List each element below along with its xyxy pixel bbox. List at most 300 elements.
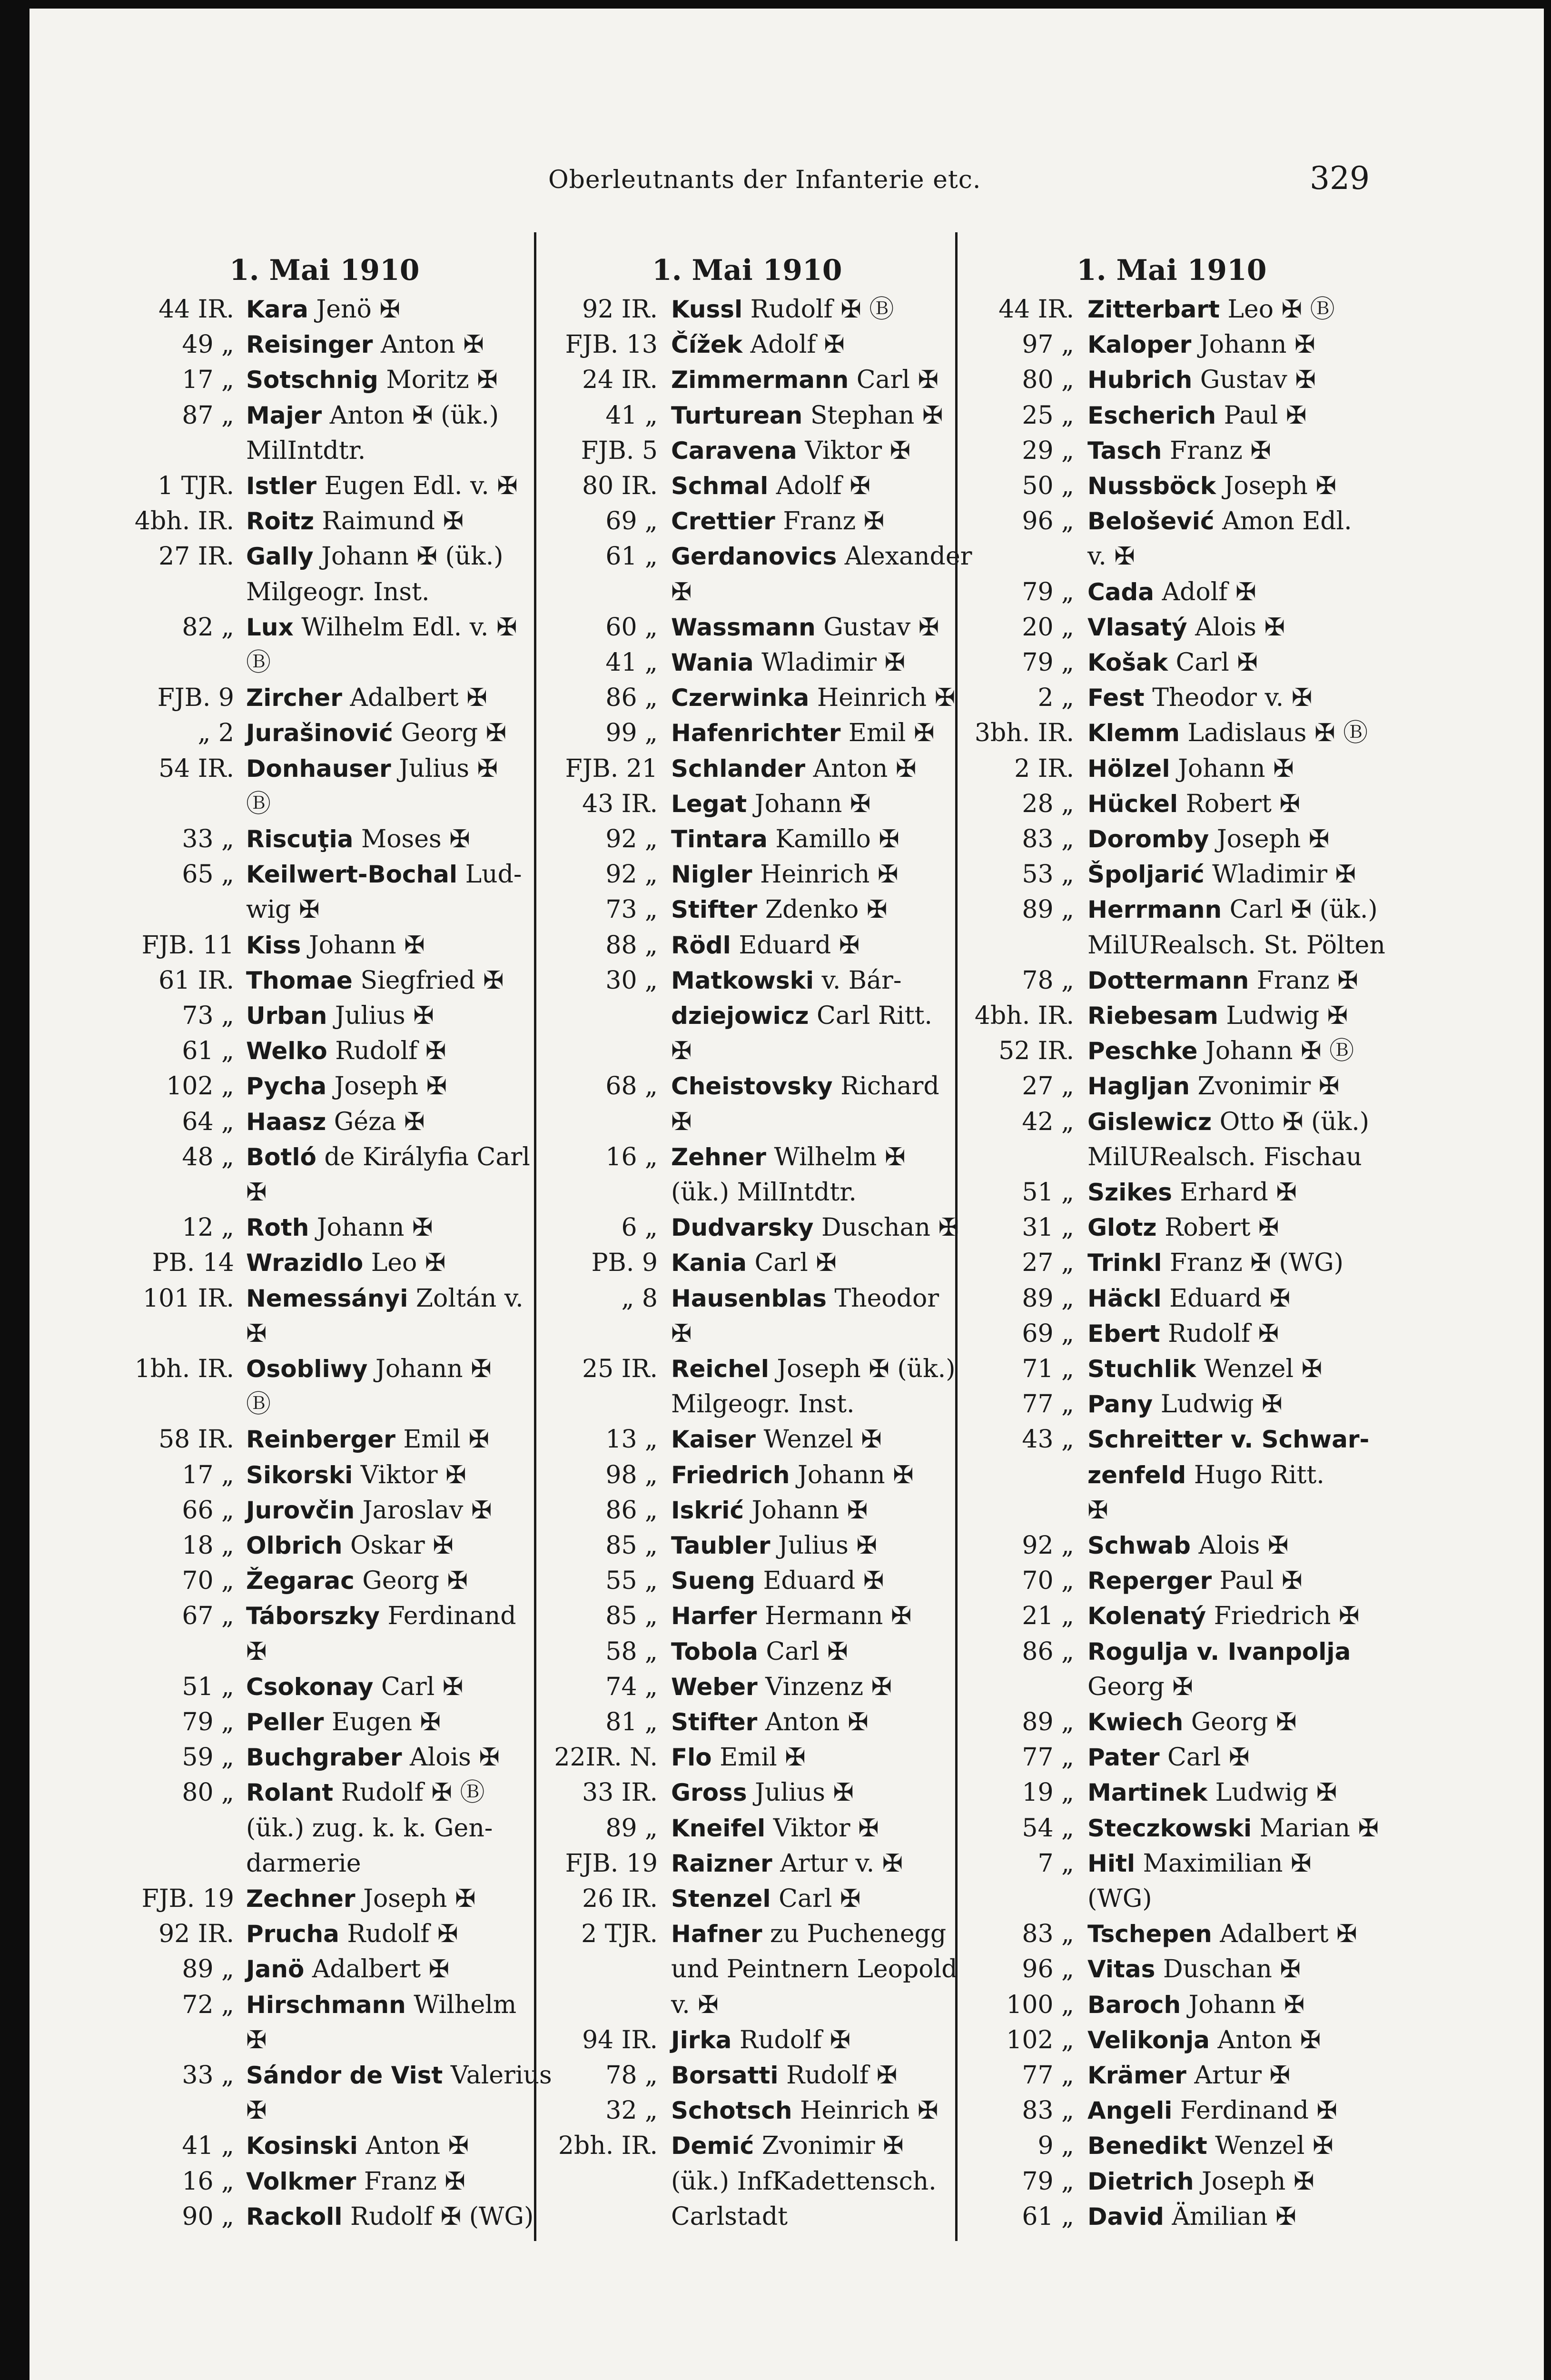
name-remainder: Duschan ✠ [1163,1955,1301,1984]
name-remainder: Hermann ✠ [765,1602,912,1631]
list-entry [960,1175,1297,1210]
list-entry [543,963,902,998]
list-entry [960,2023,1321,2058]
name-remainder: Ludwig ✠ [1226,1002,1348,1030]
name-remainder: Anton ✠ [366,2132,469,2161]
name-remainder: Rudolf ✠ [335,1037,446,1066]
surname: Ebert [1087,1319,1160,1348]
officer-name [246,362,498,397]
surname: Kaiser [671,1426,756,1454]
name-remainder: Franz ✠ (WG) [1169,1249,1344,1278]
name-remainder: Siegfried ✠ [360,966,504,995]
name-remainder: Franz ✠ [1169,436,1271,465]
surname: Reinberger [246,1426,395,1454]
surname: Fest [1087,684,1145,712]
name-remainder: Artur v. ✠ [780,1849,903,1878]
name-remainder: Carl ✠ (ük.) [1229,895,1378,924]
officer-name [1087,645,1258,680]
officer-name [671,2164,937,2199]
officer-name [246,1811,493,1846]
officer-name [1087,1846,1312,1881]
officer-name [1087,822,1329,857]
list-entry [960,1598,1360,1634]
surname: Häckl [1087,1284,1162,1312]
surname: Rolant [246,1779,334,1807]
officer-name [1087,786,1300,822]
list-entry [960,1916,1357,1952]
unit-label: 43 „ [1022,1425,1074,1454]
officer-name [1087,1740,1249,1775]
name-remainder: Lud- [465,860,522,889]
surname: Schlander [671,754,806,783]
unit-label: 86 „ [605,684,658,713]
name-remainder: Marian ✠ [1259,1814,1379,1843]
list-entry [960,1952,1301,1987]
name-remainder: Zoltán v. [415,1284,524,1313]
surname: Vitas [1087,1955,1156,1983]
surname: Matkowski [671,966,814,994]
surname: Roth [246,1214,309,1242]
list-entry [960,1563,1303,1598]
name-remainder: wig ✠ [246,895,320,924]
officer-name [246,1316,267,1351]
name-remainder: de Királyfia Carl [324,1142,530,1171]
name-remainder: Viktor ✠ [360,1460,466,1489]
name-remainder: MilIntdtr. [246,436,366,465]
officer-name [1087,1069,1339,1104]
list-entry [960,1387,1283,1422]
unit-label: 72 „ [182,1990,234,2019]
officer-name [671,1881,861,1916]
name-remainder: ✠ [246,2096,267,2125]
surname: Kneifel [671,1814,766,1842]
list-entry [129,1846,361,1881]
list-entry [543,504,885,539]
officer-name [246,1598,516,1634]
surname: Pany [1087,1390,1153,1418]
name-remainder: Adolf ✠ [750,330,845,359]
list-entry [129,2093,267,2128]
surname: Sotschnig [246,366,378,394]
officer-name [671,1140,906,1175]
officer-name [671,680,955,715]
surname: Wrazidlo [246,1249,364,1277]
surname: Nigler [671,861,752,889]
name-remainder: ✠ [671,1037,692,1066]
officer-name [246,928,425,963]
unit-label: 19 „ [1022,1778,1074,1807]
unit-label: 70 „ [1022,1567,1074,1596]
name-remainder: Leo ✠ Ⓑ [1227,295,1335,324]
list-entry [960,645,1258,680]
officer-name [1087,2058,1290,2093]
list-entry [543,1351,956,1387]
surname: Cada [1087,578,1154,606]
name-remainder: Julius ✠ [778,1531,877,1560]
surname: Dudvarsky [671,1214,814,1242]
officer-name [1087,539,1135,574]
list-entry [129,575,430,610]
surname: Jurašinović [246,719,393,747]
list-entry [129,1598,516,1634]
surname: Hubrich [1087,366,1193,394]
list-entry [129,751,498,786]
list-entry [129,2164,465,2199]
officer-name [246,1033,446,1069]
name-remainder: Joseph ✠ [1224,472,1337,500]
list-entry [129,1669,464,1705]
page-title: Oberleutnants der Infanterie etc. [548,166,981,194]
list-entry [129,998,434,1033]
surname: Taubler [671,1532,771,1559]
list-entry [960,1351,1323,1387]
unit-label: PB. 9 [591,1249,658,1278]
name-remainder: Carl ✠ [856,366,939,395]
name-remainder: und Peintnern Leopold [671,1955,958,1984]
name-remainder: Rudolf ✠ (WG) [350,2202,534,2231]
officer-name [1087,715,1368,751]
name-remainder: Carl ✠ [766,1637,848,1666]
surname: Flo [671,1744,712,1772]
surname: Belošević [1087,507,1215,536]
name-remainder: Joseph ✠ [1216,825,1330,853]
name-remainder: Erhard ✠ [1180,1178,1297,1207]
surname: Vlasatý [1087,613,1187,641]
name-remainder: Zvonimir ✠ [761,2132,904,2161]
name-remainder: Wladimir ✠ [761,648,906,677]
list-entry [129,1563,468,1598]
surname: Demić [671,2132,754,2160]
officer-name [246,1846,361,1881]
name-remainder: Julius ✠ [399,754,498,783]
list-entry [960,292,1335,327]
surname: Volkmer [246,2167,356,2195]
surname: Lux [246,613,294,641]
name-remainder: Adolf ✠ [776,472,870,500]
list-entry [543,1811,879,1846]
officer-name [671,1210,959,1245]
officer-name [1087,1916,1357,1952]
name-remainder: Rudolf ✠ [739,2025,851,2054]
surname: Welko [246,1037,327,1065]
officer-name [1087,2093,1337,2128]
list-entry [129,1104,425,1140]
list-entry [543,1104,692,1140]
officer-name [671,1705,869,1740]
unit-label: 87 „ [182,401,234,430]
officer-name [1087,1316,1279,1351]
name-remainder: Gustav ✠ [1200,366,1316,395]
name-remainder: Raimund ✠ [322,507,464,536]
surname: Friedrich [671,1461,790,1489]
surname: Dottermann [1087,966,1249,994]
name-remainder: Viktor ✠ [805,436,911,465]
officer-name [671,539,972,574]
unit-label: 101 IR. [142,1284,234,1313]
surname: Tasch [1087,436,1162,465]
list-entry [129,1705,441,1740]
surname: Zimmermann [671,366,849,394]
list-entry [960,857,1356,892]
list-entry [129,1811,493,1846]
surname: Zechner [246,1885,356,1913]
list-entry [960,822,1330,857]
name-remainder: Ämilian ✠ [1172,2202,1296,2231]
name-remainder: Rudolf ✠ [347,1920,458,1949]
name-remainder: Leo ✠ [371,1249,446,1278]
surname: Nemessányi [246,1284,408,1312]
surname: Pater [1087,1744,1160,1772]
list-entry [129,1634,267,1669]
surname: Caravena [671,436,797,465]
list-entry [960,1740,1250,1775]
unit-label: 79 „ [1022,577,1074,606]
list-entry [960,1140,1362,1175]
officer-name [1087,2164,1314,2199]
unit-label: 48 „ [182,1142,234,1171]
officer-name [246,1140,530,1175]
officer-name [1087,468,1336,504]
list-entry [543,327,845,362]
list-entry [960,963,1358,998]
surname: Hückel [1087,790,1178,818]
officer-name [1087,963,1358,998]
officer-name [1087,1634,1351,1669]
surname: Kosinski [246,2132,358,2160]
name-remainder: (ük.) zug. k. k. Gen- [246,1814,493,1843]
list-entry [543,292,894,327]
list-entry [129,2199,534,2234]
name-remainder: MilURealsch. Fischau [1087,1142,1362,1171]
name-remainder: darmerie [246,1849,361,1878]
name-remainder: Alois ✠ [1198,1531,1289,1560]
surname: Doromby [1087,825,1209,853]
list-entry [129,1175,267,1210]
officer-name [671,1422,882,1457]
list-entry [129,327,484,362]
officer-name [246,1705,441,1740]
officer-name [246,1634,267,1669]
unit-label: 61 IR. [158,966,234,995]
officer-name [246,998,434,1033]
unit-label: 81 „ [605,1708,658,1736]
officer-name [246,1175,267,1210]
unit-label: 16 „ [605,1142,658,1171]
name-remainder: Zdenko ✠ [765,895,888,924]
unit-label: 33 „ [182,2061,234,2090]
list-entry [543,892,888,927]
surname: Velikonja [1087,2026,1210,2054]
surname: Benedikt [1087,2132,1207,2160]
name-remainder: Ferdinand [387,1602,516,1631]
officer-name [246,1528,454,1563]
list-entry [129,1422,490,1457]
surname: dziejowicz [671,1002,809,1030]
list-entry [129,610,517,645]
unit-label: „ 8 [621,1284,658,1313]
officer-name [671,1069,939,1104]
name-remainder: Ⓑ [246,1390,271,1419]
officer-name [671,292,894,327]
name-remainder: Paul ✠ [1219,1567,1303,1596]
surname: Hagljan [1087,1072,1190,1101]
unit-label: 51 „ [1022,1178,1074,1207]
list-entry [129,1069,447,1104]
name-remainder: (WG) [1087,1884,1152,1913]
officer-name [246,575,430,610]
surname: Schotsch [671,2097,792,2125]
name-remainder: ✠ [671,1107,692,1136]
name-remainder: Jenö ✠ [316,295,400,324]
officer-name [1087,1669,1193,1705]
name-remainder: Georg ✠ [362,1567,468,1596]
officer-name [246,468,518,504]
unit-label: 54 „ [1022,1814,1074,1843]
name-remainder: Franz ✠ [783,507,885,536]
name-remainder: Eugen Edl. v. ✠ [324,472,518,500]
name-remainder: (ük.) MilIntdtr. [671,1178,857,1207]
name-remainder: Ladislaus ✠ Ⓑ [1187,719,1368,748]
unit-label: 32 „ [605,2096,658,2125]
list-entry [129,2128,469,2163]
unit-label: 88 „ [605,931,658,960]
unit-label: 97 „ [1022,330,1074,359]
surname: Jirka [671,2026,732,2054]
officer-name [246,2093,267,2128]
officer-name [1087,1033,1354,1069]
list-entry [960,2058,1291,2093]
list-entry [543,1775,854,1810]
list-entry [543,1634,848,1669]
list-entry [543,468,870,504]
surname: Escherich [1087,401,1216,429]
page-number: 329 [1310,160,1370,197]
officer-name [1087,751,1294,786]
list-entry [543,1316,692,1351]
officer-name [671,1175,857,1210]
name-remainder: Wenzel ✠ [1215,2132,1334,2161]
officer-name [671,2199,788,2234]
name-remainder: Rudolf ✠ [1167,1319,1279,1348]
officer-name [671,645,905,680]
unit-label: 17 „ [182,366,234,395]
list-entry [543,1387,855,1422]
list-entry [543,1281,939,1316]
officer-name [1087,398,1307,433]
unit-label: 74 „ [605,1672,658,1701]
list-entry [543,1528,877,1563]
name-remainder: Robert ✠ [1185,789,1300,818]
surname: Urban [246,1002,327,1030]
name-remainder: Theodor v. ✠ [1152,684,1313,713]
officer-name [246,1775,485,1810]
unit-label: FJB. 21 [565,754,658,783]
unit-label: 9 „ [1037,2132,1074,2161]
name-remainder: v. Bár- [821,966,902,995]
surname: Csokonay [246,1673,374,1701]
list-entry [960,1987,1305,2023]
surname: Sándor de Vist [246,2062,443,2089]
name-remainder: Joseph ✠ [1202,2167,1314,2196]
unit-label: 6 „ [621,1213,658,1242]
officer-name [671,998,932,1033]
unit-label: 60 „ [605,613,658,642]
unit-label: PB. 14 [152,1249,234,1278]
surname: Jurovčin [246,1496,355,1524]
surname: Peschke [1087,1037,1198,1065]
surname: Schreitter v. Schwar- [1087,1426,1370,1454]
column-date: 1. Mai 1910 [229,254,420,287]
list-entry [543,575,692,610]
list-entry [129,468,518,504]
list-entry [543,1175,857,1210]
list-entry [543,610,939,645]
name-remainder: Alois ✠ [1195,613,1285,642]
surname: Legat [671,790,747,818]
officer-name [671,1316,692,1351]
list-entry [543,1598,912,1634]
surname: Sikorski [246,1461,353,1489]
unit-label: 83 „ [1022,825,1074,853]
name-remainder: Ludwig ✠ [1160,1390,1283,1419]
surname: Martinek [1087,1779,1207,1807]
officer-name [1087,1458,1324,1493]
list-entry [960,1634,1351,1669]
unit-label: 44 IR. [998,295,1074,324]
officer-name [1087,1140,1362,1175]
unit-label: 4bh. IR. [974,1002,1074,1030]
list-entry [129,1351,492,1387]
unit-label: 77 „ [1022,1743,1074,1772]
officer-name [671,398,943,433]
name-remainder: Johann ✠ Ⓑ [1205,1037,1354,1066]
name-remainder: Heinrich ✠ [817,684,956,713]
unit-label: 4bh. IR. [134,507,234,536]
officer-name [671,963,901,998]
list-entry [129,1281,524,1316]
officer-name [1087,1104,1369,1140]
name-remainder: Gustav ✠ [823,613,939,642]
name-remainder: Adalbert ✠ [1220,1920,1357,1949]
officer-name [1087,1245,1344,1280]
surname: Stifter [671,896,758,924]
name-remainder: Eduard ✠ [763,1567,884,1596]
list-entry [129,1387,271,1422]
name-remainder: Zvonimir ✠ [1197,1072,1340,1101]
name-remainder: Oskar ✠ [350,1531,454,1560]
officer-name [246,751,498,786]
name-remainder: Otto ✠ (ük.) [1219,1107,1370,1136]
unit-label: 2bh. IR. [558,2132,658,2161]
name-remainder: Johann ✠ [798,1460,914,1489]
list-entry [543,645,906,680]
surname: Tintara [671,825,768,853]
officer-name [246,2199,533,2234]
unit-label: 92 „ [1022,1531,1074,1560]
list-entry [960,504,1352,539]
list-entry [960,1104,1370,1140]
officer-name [1087,1811,1379,1846]
unit-label: 80 „ [1022,366,1074,395]
name-remainder: Johann ✠ [754,789,871,818]
officer-name [671,610,939,645]
unit-label: 96 „ [1022,1955,1074,1984]
name-remainder: Anton ✠ (ük.) [329,401,499,430]
surname: Kiss [246,931,301,959]
surname: Gislewicz [1087,1108,1212,1136]
name-remainder: Adolf ✠ [1162,577,1256,606]
surname: Hausenblas [671,1284,827,1312]
